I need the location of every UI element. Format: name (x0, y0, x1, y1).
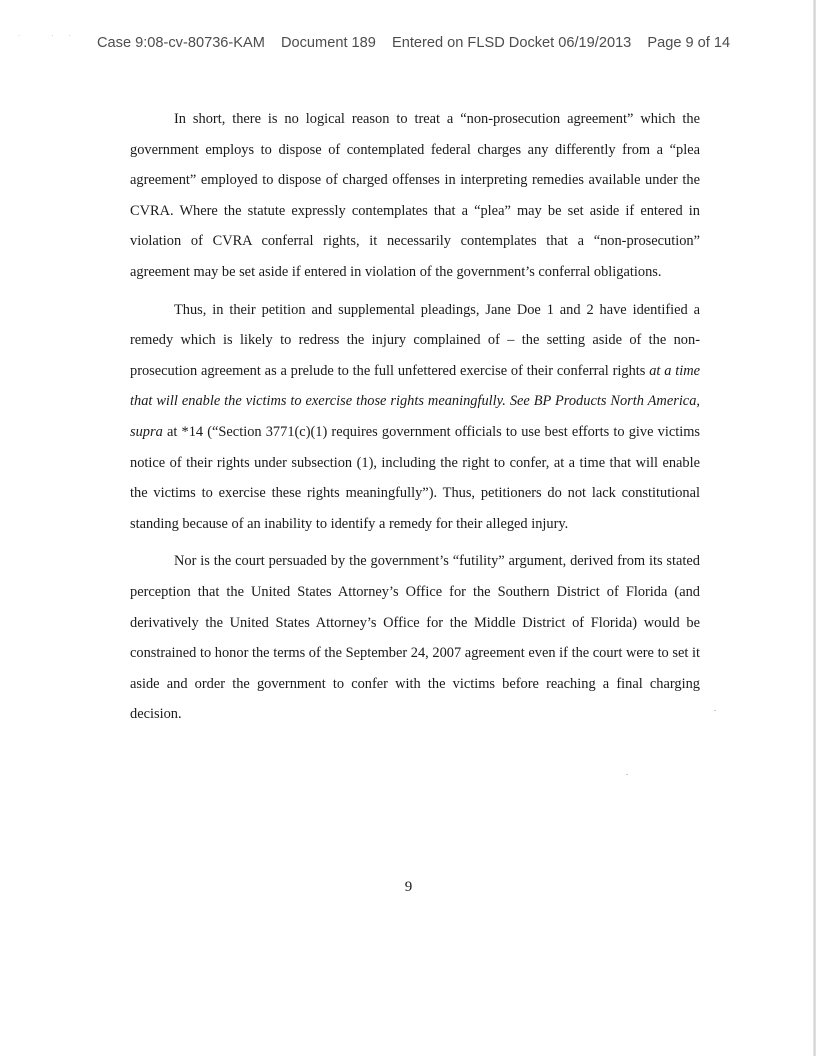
docket-entry: Entered on FLSD Docket 06/19/2013 (391, 35, 632, 51)
paragraph-2-italic-phrase: at a time that will enable the victims to exercise those rights meaningfully. (130, 362, 700, 410)
document-number: Document 189 (280, 35, 376, 51)
page-number: 9 (404, 879, 413, 895)
scan-speck (714, 710, 716, 711)
scan-artifact-marks: ˙ ˙˙ (18, 34, 86, 44)
paragraph-3: Nor is the court persuaded by the government’s “futility” argument, derived from its stated perception that the United States Attorney’s Office for the Southern District of Florida (and derivatively the United States Attorney’s Office for the Middle District of Florida) would be constrained to honor the terms of the September 24, 2007 agreement even if the court were to set it aside and order the government to confer with the victims before reaching a final charging decision. (130, 553, 700, 723)
paragraph-2-citation: See BP Products North America, supra (130, 393, 700, 440)
body-text (130, 104, 700, 737)
paragraph-2 (130, 295, 700, 540)
paragraph-2-text-after: at *14 (“Section 3771(c)(1) requires government officials to use best efforts to give victims notice of their rights under subsection (1), including the right to confer, at a time that will enable the victims to exercise these rights meaningfully”). Thus, petitioners do not lack constitutional standing because of an inability to identify a remedy for their alleged injury. (130, 423, 700, 532)
paragraph-1: In short, there is no logical reason to treat a “non-prosecution agreement” which the government employs to dispose of contemplated federal charges any differently from a “plea agreement” employed to dispose of charged offenses in interpreting remedies available under the CVRA. Where the statute expressly contemplates that a “plea” may be set aside if entered in violation of CVRA conferral rights, it necessarily contemplates that a “non-prosecution” agreement may be set aside if entered in violation of the government’s conferral obligations. (130, 111, 700, 280)
page-count: Page 9 of 14 (647, 35, 731, 51)
scan-speck (626, 774, 628, 775)
scan-edge-shadow (813, 0, 816, 1056)
paragraph-2-text-before: Thus, in their petition and supplemental pleadings, Jane Doe 1 and 2 have identified a remedy which is likely to redress the injury complained of – the setting aside of the non-prosecution agreement as a prelude to the full unfettered exercise of their conferral rights (130, 301, 700, 379)
docket-header (97, 35, 730, 51)
case-number: Case 9:08-cv-80736-KAM (97, 35, 265, 51)
